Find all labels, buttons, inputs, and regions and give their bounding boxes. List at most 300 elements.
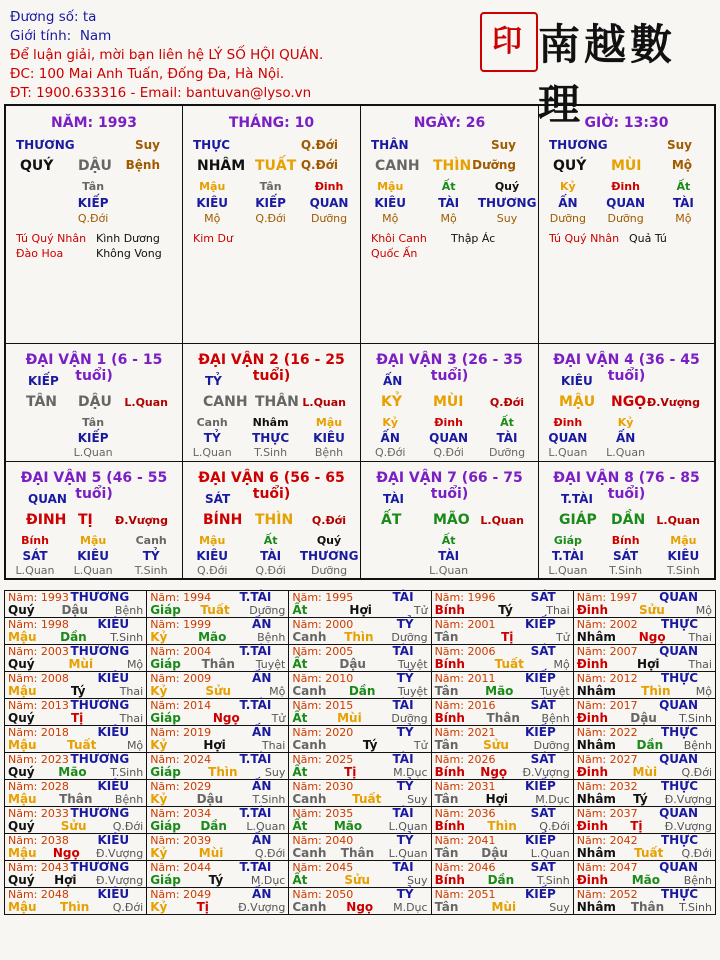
year-label: Năm: 2028	[8, 780, 69, 793]
dai-van-god: KIÊU	[561, 374, 593, 388]
year-stem: Mậu	[8, 846, 37, 860]
year-status: M.Dục	[250, 874, 286, 887]
year-status: Tuyệt	[540, 685, 570, 698]
year-label: Năm: 2052	[576, 888, 638, 901]
hidden-item: Giáp	[553, 534, 582, 547]
year-god: TÀI	[392, 752, 414, 766]
year-label: Năm: 1997	[576, 591, 638, 604]
dai-van-status: Đ.Vượng	[114, 514, 168, 527]
year-cell	[289, 699, 431, 726]
year-line-bottom	[292, 658, 427, 671]
year-cell	[5, 834, 147, 861]
year-line-bottom	[577, 820, 712, 833]
extra-star: Quả Tú	[629, 232, 667, 245]
year-stem: Tân	[434, 684, 459, 698]
year-status: T.Sinh	[536, 874, 570, 887]
year-cell	[431, 591, 573, 618]
year-branch: Thìn	[208, 765, 238, 779]
year-stem: Ất	[292, 603, 308, 617]
year-line-bottom	[8, 847, 143, 860]
year-label: Năm: 2051	[434, 888, 496, 901]
hidden-item: KIẾP	[77, 431, 109, 445]
year-stem: Tân	[434, 738, 459, 752]
year-stem: Đinh	[576, 765, 609, 779]
year-stem: Ất	[292, 657, 308, 671]
year-line-bottom	[577, 739, 712, 752]
year-stem: Mậu	[8, 792, 37, 806]
year-stem: Canh	[292, 738, 327, 752]
year-label: Năm: 1995	[292, 591, 354, 604]
year-god: T.TÀI	[239, 752, 272, 766]
year-branch: Tị	[344, 765, 357, 779]
year-branch: Hợi	[637, 657, 660, 671]
year-cell	[147, 645, 289, 672]
year-label: Năm: 2008	[8, 672, 69, 685]
year-stem: Đinh	[576, 711, 609, 725]
year-god: THỰC	[660, 725, 698, 739]
year-branch: Tị	[196, 900, 209, 914]
hidden-item: Dưỡng	[488, 446, 526, 459]
year-status: Dưỡng	[249, 604, 286, 617]
extra-star: Khôi Canh	[371, 232, 427, 245]
year-label: Năm: 2002	[576, 618, 638, 631]
year-branch: Dậu	[61, 603, 89, 617]
dai-van-stem: KỶ	[381, 394, 402, 410]
year-stem: Nhâm	[576, 792, 616, 806]
hidden-item: T.Sinh	[609, 564, 643, 577]
hidden-item: L.Quan	[429, 564, 469, 577]
hidden-item: KIÊU	[196, 196, 229, 210]
year-stem: Canh	[292, 792, 327, 806]
year-label: Năm: 2011	[434, 672, 496, 685]
hidden-item: Q.Đới	[433, 446, 464, 459]
year-cell	[289, 645, 431, 672]
year-status: Dưỡng	[391, 631, 428, 644]
year-line-bottom	[8, 712, 143, 725]
pillar-status: Dưỡng	[472, 158, 516, 172]
year-god: KIẾP	[524, 725, 556, 739]
hidden-item: Q.Đới	[374, 446, 406, 459]
year-label: Năm: 2019	[150, 726, 212, 739]
hidden-item: QUAN	[548, 431, 588, 445]
year-stem: Kỷ	[150, 684, 168, 698]
year-stem: Canh	[292, 900, 327, 914]
year-row	[5, 591, 716, 618]
year-stem: Canh	[292, 846, 327, 860]
dai-van-title: ĐẠI VẬN 7 (66 - 75 tuổi)	[376, 470, 523, 502]
dai-van-stem: TÂN	[26, 394, 58, 410]
hidden-item: Canh	[196, 416, 228, 429]
year-stem: Kỷ	[150, 846, 168, 860]
year-status: Bệnh	[683, 739, 712, 752]
year-status: Tử	[556, 631, 570, 644]
logo-text: 南越數理	[538, 20, 677, 129]
dai-van-status: L.Quan	[124, 396, 168, 409]
year-branch: Mão	[58, 765, 87, 779]
dai-van-cell	[6, 344, 183, 462]
year-row	[5, 834, 716, 861]
hidden-item: Mộ	[440, 212, 457, 225]
year-line-bottom	[292, 604, 427, 617]
year-stem: Quý	[8, 603, 35, 617]
year-stem: Mậu	[8, 630, 37, 644]
year-line-bottom	[8, 631, 143, 644]
year-line-bottom	[292, 631, 427, 644]
year-row	[5, 645, 716, 672]
hidden-item: TÀI	[438, 549, 460, 563]
year-god: TỶ	[396, 725, 414, 739]
year-stem: Ất	[292, 711, 308, 725]
year-branch: Tuất	[67, 738, 97, 752]
year-branch: Tuất	[352, 792, 382, 806]
year-stem: Mậu	[8, 684, 37, 698]
year-cell	[5, 699, 147, 726]
year-stem: Kỷ	[150, 900, 168, 914]
dai-van-status: L.Quan	[656, 514, 700, 527]
year-god: KIẾP	[524, 887, 556, 901]
year-branch: Ngọ	[480, 765, 508, 779]
gender-value: Nam	[79, 28, 112, 44]
year-line-bottom	[435, 793, 570, 806]
year-god: KIÊU	[97, 779, 130, 793]
hidden-item: Tân	[259, 180, 282, 193]
year-status: L.Quan	[388, 847, 428, 860]
year-line-bottom	[577, 901, 712, 914]
year-label: Năm: 2025	[292, 753, 354, 766]
year-stem: Bính	[434, 765, 465, 779]
year-god: TÀI	[392, 644, 414, 658]
dai-van-status: Q.Đới	[489, 396, 524, 409]
year-branch: Dần	[348, 684, 376, 698]
hidden-item: Tân	[82, 180, 105, 193]
hidden-item: ẤN	[380, 431, 400, 445]
year-cell	[147, 618, 289, 645]
year-status: Đ.Vượng	[664, 793, 712, 806]
year-line-bottom	[577, 793, 712, 806]
hidden-item: Ất	[441, 534, 456, 547]
extra-star: Đào Hoa	[16, 247, 64, 260]
year-cell	[289, 726, 431, 753]
year-branch: Dậu	[339, 657, 366, 671]
year-god: T.TÀI	[239, 698, 272, 712]
pillar-branch: THÌN	[433, 158, 472, 174]
year-row	[5, 699, 716, 726]
year-cell	[5, 726, 147, 753]
year-stem: Canh	[292, 684, 327, 698]
year-line-bottom	[8, 685, 143, 698]
dai-van-cell	[539, 344, 714, 462]
year-line-top	[292, 753, 427, 766]
year-cell	[147, 726, 289, 753]
year-status: Thai	[688, 658, 712, 671]
year-stem: Ất	[292, 765, 308, 779]
year-label: Năm: 2018	[8, 726, 69, 739]
year-stem: Tân	[434, 900, 459, 914]
year-branch: Tị	[70, 711, 84, 725]
hidden-item: Kỷ	[617, 416, 634, 429]
hidden-item: QUAN	[309, 196, 349, 210]
hidden-item: Dưỡng	[549, 212, 586, 225]
year-label: Năm: 1993	[8, 591, 69, 604]
pillar-strength: Suy	[666, 138, 692, 152]
hidden-item: L.Quan	[548, 564, 588, 577]
hidden-item: Q.Đới	[255, 564, 286, 577]
year-branch: Mùi	[632, 765, 658, 779]
year-cell	[573, 861, 715, 888]
pillar-title: NĂM: 1993	[51, 115, 137, 131]
dai-van-stem: GIÁP	[559, 512, 597, 528]
year-line-bottom	[292, 874, 427, 887]
hidden-item: Kỷ	[382, 416, 399, 429]
year-god: SÁT	[530, 860, 556, 874]
year-line-bottom	[150, 712, 285, 725]
year-branch: Thìn	[487, 819, 517, 833]
year-branch: Sửu	[639, 603, 665, 617]
dai-van-cell	[539, 462, 714, 580]
address-line: ĐC: 100 Mai Anh Tuấn, Đống Đa, Hà Nội.	[10, 66, 285, 82]
hidden-item: TÀI	[496, 431, 518, 445]
year-stem: Nhâm	[576, 900, 616, 914]
year-label: Năm: 2023	[8, 753, 69, 766]
year-cell	[5, 591, 147, 618]
year-status: L.Quan	[246, 820, 286, 833]
year-line-bottom	[435, 874, 570, 887]
year-branch: Thân	[59, 792, 93, 806]
year-cell	[5, 672, 147, 699]
hidden-item: L.Quan	[548, 446, 588, 459]
dai-van-branch: DẬU	[78, 394, 112, 410]
pillar-stem: QUÝ	[20, 158, 54, 174]
pillar-branch: TUẤT	[255, 158, 297, 174]
year-cell	[5, 807, 147, 834]
year-branch: Hợi	[54, 873, 77, 887]
year-cell	[431, 699, 573, 726]
year-cell	[573, 618, 715, 645]
year-line-bottom	[150, 739, 285, 752]
year-label: Năm: 1994	[150, 591, 212, 604]
year-label: Năm: 2026	[434, 753, 496, 766]
hidden-item: THƯƠNG	[299, 549, 359, 563]
year-god: KIÊU	[97, 833, 130, 847]
year-status: Mộ	[695, 604, 712, 617]
year-status: Mộ	[126, 739, 144, 752]
year-label: Năm: 2022	[576, 726, 638, 739]
year-god: KIÊU	[97, 617, 130, 631]
year-row	[5, 861, 716, 888]
hidden-item: KIẾP	[255, 196, 286, 210]
year-cell	[289, 618, 431, 645]
year-cell	[573, 645, 715, 672]
year-line-bottom	[150, 685, 285, 698]
year-status: Tuyệt	[397, 658, 428, 671]
year-line-bottom	[435, 604, 570, 617]
year-branch: Sửu	[344, 873, 371, 887]
year-god: TỶ	[396, 779, 414, 793]
year-status: Mộ	[695, 685, 712, 698]
year-line-bottom	[150, 604, 285, 617]
owner-value: ta	[82, 9, 97, 25]
year-stem: Kỷ	[150, 792, 168, 806]
extra-star: Quốc Ấn	[371, 247, 418, 260]
year-stem: Nhâm	[576, 684, 616, 698]
year-row	[5, 888, 716, 915]
year-branch: Dần	[200, 819, 227, 833]
dai-van-god: QUAN	[28, 492, 67, 506]
year-line-bottom	[435, 712, 570, 725]
year-god: QUAN	[659, 698, 698, 712]
year-god: THỰC	[660, 671, 698, 685]
year-status: Mộ	[126, 658, 144, 671]
year-stem: Bính	[434, 657, 465, 671]
year-status: Dưỡng	[391, 712, 428, 725]
dai-van-cell	[183, 344, 361, 462]
year-label: Năm: 2047	[576, 861, 638, 874]
year-cell	[147, 753, 289, 780]
year-row	[5, 672, 716, 699]
year-label: Năm: 2037	[576, 807, 638, 820]
year-label: Năm: 2013	[8, 699, 69, 712]
pillar-god: THỰC	[193, 138, 231, 152]
year-status: T.Sinh	[679, 901, 712, 914]
year-god: THƯƠNG	[70, 590, 130, 604]
year-label: Năm: 2032	[576, 780, 638, 793]
year-cell	[573, 672, 715, 699]
year-label: Năm: 2009	[150, 672, 212, 685]
year-stem: Giáp	[150, 711, 181, 725]
year-label: Năm: 2027	[576, 753, 638, 766]
year-label: Năm: 1999	[150, 618, 212, 631]
dai-van-title: ĐẠI VẬN 6 (56 - 65 tuổi)	[198, 470, 345, 502]
year-god: KIÊU	[97, 725, 130, 739]
year-god: T.TÀI	[239, 590, 272, 604]
year-stem: Giáp	[150, 765, 181, 779]
year-row	[5, 807, 716, 834]
year-status: Suy	[407, 874, 428, 887]
year-status: Bệnh	[683, 874, 712, 887]
year-cell	[573, 699, 715, 726]
dai-van-cell	[6, 462, 183, 580]
year-status: Suy	[549, 901, 570, 914]
year-line-bottom	[435, 847, 570, 860]
year-cell	[431, 807, 573, 834]
year-status: Q.Đới	[112, 820, 144, 833]
year-stem: Bính	[434, 819, 465, 833]
year-god: T.TÀI	[239, 806, 272, 820]
year-cell	[147, 699, 289, 726]
hidden-item: TÀI	[260, 549, 282, 563]
hidden-item: Tân	[82, 416, 105, 429]
dai-van-branch: DẦN	[611, 512, 646, 528]
hidden-item: Dưỡng	[607, 212, 644, 225]
dai-van-title: ĐẠI VẬN 5 (46 - 55 tuổi)	[20, 470, 168, 502]
year-branch: Mão	[198, 630, 227, 644]
hidden-item: Q.Đới	[255, 212, 286, 225]
year-label: Năm: 2046	[434, 861, 496, 874]
hidden-item: T.Sinh	[134, 564, 168, 577]
pillar-stem: NHÂM	[197, 158, 246, 174]
year-line-bottom	[435, 901, 570, 914]
year-status: Thai	[261, 739, 286, 752]
year-cell	[147, 834, 289, 861]
hidden-item: QUAN	[429, 431, 469, 445]
year-god: SÁT	[530, 752, 556, 766]
year-branch: Ngọ	[212, 711, 240, 725]
hidden-item: Quý	[316, 534, 342, 547]
pillar-branch: MÙI	[611, 158, 642, 174]
dai-van-branch: TỊ	[78, 512, 93, 528]
year-god: KIÊU	[97, 671, 130, 685]
hidden-item: L.Quan	[73, 564, 113, 577]
hidden-item: KIÊU	[667, 549, 700, 563]
year-label: Năm: 2048	[8, 888, 69, 901]
year-god: ẤN	[252, 779, 272, 793]
year-branch: Thân	[486, 711, 520, 725]
hidden-item: KIÊU	[313, 431, 345, 445]
hidden-item: Mậu	[80, 534, 107, 547]
dai-van-stem: MẬU	[559, 394, 596, 410]
year-god: TỶ	[396, 833, 414, 847]
year-stem: Tân	[434, 630, 459, 644]
hidden-item: Bệnh	[314, 446, 344, 459]
year-stem: Đinh	[576, 873, 609, 887]
year-cell	[573, 807, 715, 834]
year-label: Năm: 2043	[8, 861, 69, 874]
hidden-item: Mậu	[199, 534, 226, 547]
hidden-item: L.Quan	[192, 446, 232, 459]
hidden-item: Mộ	[675, 212, 692, 225]
year-god: THƯƠNG	[70, 860, 130, 874]
year-god: TỶ	[396, 617, 414, 631]
year-label: Năm: 2035	[292, 807, 354, 820]
year-branch: Dần	[487, 873, 515, 887]
year-status: Suy	[407, 793, 428, 806]
year-branch: Dần	[636, 738, 664, 752]
year-label: Năm: 2021	[434, 726, 496, 739]
year-stem: Kỷ	[150, 630, 168, 644]
hidden-item: KIẾP	[77, 196, 109, 210]
year-cell	[5, 618, 147, 645]
dai-van-cell	[183, 462, 361, 580]
pillar-title: NGÀY: 26	[413, 115, 486, 131]
hidden-item: THỰC	[252, 431, 290, 445]
dai-van-god: T.TÀI	[561, 492, 593, 506]
pillar-god: THƯƠNG	[549, 138, 608, 152]
year-cell	[289, 888, 431, 915]
year-line-bottom	[150, 631, 285, 644]
year-label: Năm: 2030	[292, 780, 354, 793]
hidden-item: KIÊU	[196, 549, 229, 563]
pillar-status: Bệnh	[125, 158, 160, 172]
dai-van-title: ĐẠI VẬN 8 (76 - 85 tuổi)	[553, 470, 700, 502]
year-status: T.Sinh	[252, 793, 286, 806]
year-cell	[5, 645, 147, 672]
year-label: Năm: 2041	[434, 834, 496, 847]
year-cell	[289, 591, 431, 618]
year-label: Năm: 2007	[576, 645, 638, 658]
year-god: TÀI	[392, 860, 414, 874]
year-stem: Đinh	[576, 657, 609, 671]
year-line-top	[150, 888, 285, 901]
hidden-item: Canh	[135, 534, 167, 547]
year-label: Năm: 2049	[150, 888, 212, 901]
year-branch: Ngọ	[638, 630, 666, 644]
year-line-bottom	[8, 874, 143, 887]
dai-van-status: Đ.Vượng	[646, 396, 700, 409]
year-status: Mộ	[553, 658, 570, 671]
year-god: THỰC	[660, 617, 698, 631]
dai-van-branch: MÙI	[433, 394, 464, 410]
extra-star: Kim Dư	[193, 232, 233, 245]
